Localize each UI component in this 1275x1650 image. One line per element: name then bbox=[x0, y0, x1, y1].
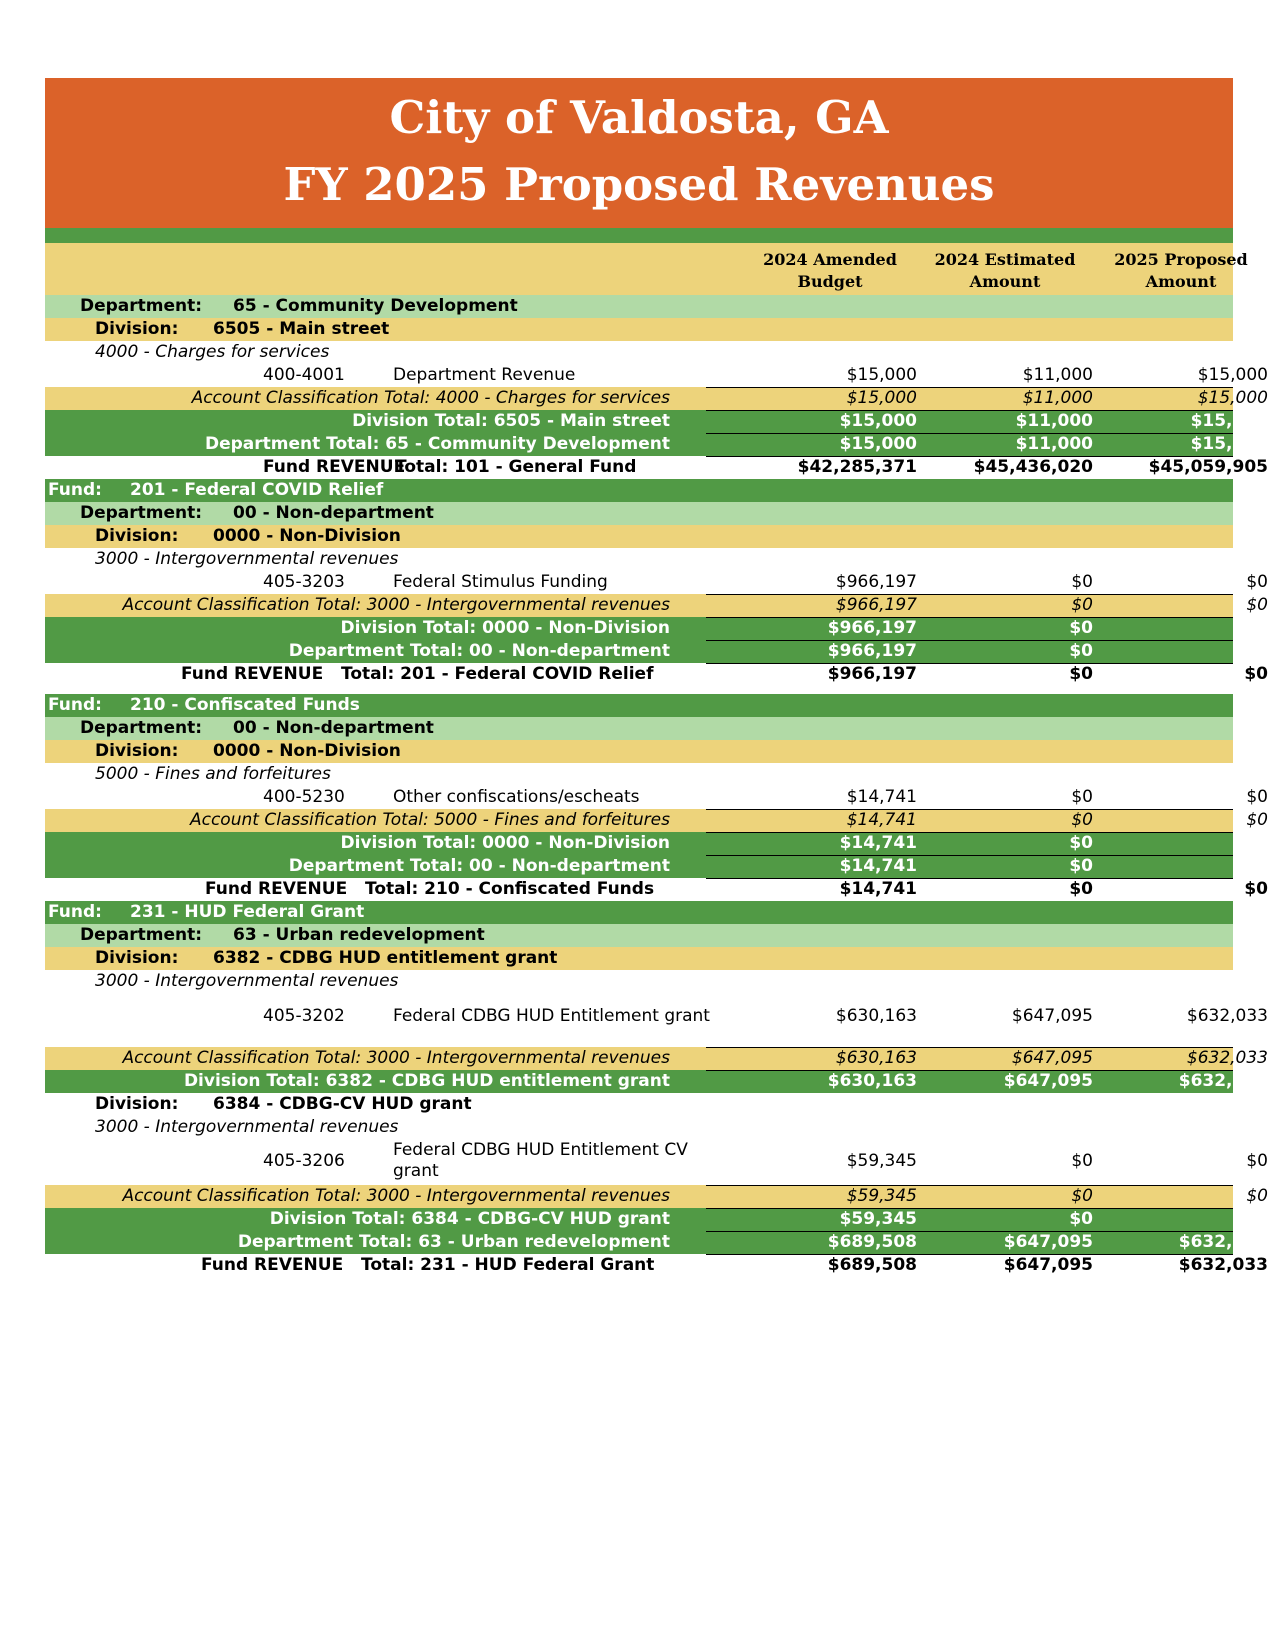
total-label: Department Total: 00 - Non-department bbox=[288, 856, 670, 876]
fund-total-row bbox=[45, 663, 1268, 686]
field-label: Division: bbox=[95, 526, 179, 546]
column-header-2025-proposed bbox=[1096, 249, 1266, 293]
amount-cell: $0 bbox=[1069, 641, 1093, 661]
field-label: Fund REVENUE bbox=[205, 879, 348, 899]
field-label: Division: bbox=[95, 741, 179, 761]
cell-text: Amount bbox=[1145, 272, 1217, 291]
amount-cell: $632,033 bbox=[1178, 1071, 1268, 1091]
amount-cell: $15,000 bbox=[846, 365, 917, 385]
amount-cell: $966,197 bbox=[835, 595, 917, 615]
field-label: Fund: bbox=[48, 902, 102, 922]
amount-cell: $14,741 bbox=[839, 879, 917, 899]
total-label: Account Classification Total: 3000 - Intergovernmental revenues bbox=[122, 1186, 670, 1206]
classification-row bbox=[45, 970, 1233, 993]
classification-row bbox=[45, 548, 1233, 571]
amount-cell: $15,000 bbox=[839, 411, 917, 431]
amount-cell: $0 bbox=[1244, 833, 1268, 853]
amount-cell: $15,000 bbox=[839, 434, 917, 454]
fund-row bbox=[45, 694, 1233, 717]
title-banner bbox=[45, 78, 1233, 228]
amount-cell: $59,345 bbox=[846, 1186, 917, 1206]
amount-cell: $14,741 bbox=[839, 833, 917, 853]
division-row bbox=[45, 318, 1233, 341]
department-total-row bbox=[45, 1231, 1268, 1254]
fund-name: 231 - HUD Federal Grant bbox=[130, 902, 365, 922]
department-total-row bbox=[45, 640, 1268, 663]
division-total-row bbox=[45, 1070, 1268, 1093]
amount-cell: $11,000 bbox=[1022, 365, 1093, 385]
total-label: Account Classification Total: 3000 - Intergovernmental revenues bbox=[122, 595, 670, 615]
total-label: Department Total: 65 - Community Development bbox=[204, 434, 670, 454]
total-label: Division Total: 6384 - CDBG-CV HUD grant bbox=[269, 1209, 670, 1229]
account-text: Federal CDBG HUD Entitlement grant bbox=[393, 1006, 710, 1026]
division-row bbox=[45, 740, 1233, 763]
revenue-document bbox=[45, 78, 1268, 1277]
field-label: Division: bbox=[95, 1094, 179, 1114]
spacer bbox=[45, 1039, 1233, 1047]
amount-cell: $11,000 bbox=[1022, 388, 1093, 408]
amount-cell: $0 bbox=[1246, 810, 1268, 830]
classification-row bbox=[45, 763, 1233, 786]
cell-text: 2024 Estimated bbox=[934, 250, 1076, 269]
department-row bbox=[45, 502, 1233, 525]
amount-cell: $14,741 bbox=[839, 856, 917, 876]
amount-cell: $0 bbox=[1069, 618, 1093, 638]
amount-cell: $966,197 bbox=[827, 664, 917, 684]
amount-cell: $0 bbox=[1069, 833, 1093, 853]
amount-cell: $630,163 bbox=[835, 1006, 917, 1026]
amount-cell: $59,345 bbox=[839, 1209, 917, 1229]
classification-total-row bbox=[45, 809, 1268, 832]
amount-cell: $45,436,020 bbox=[973, 457, 1093, 477]
amount-cell: $15,000 bbox=[1190, 434, 1268, 454]
total-label: Total: 101 - General Fund bbox=[395, 457, 637, 477]
total-label: Account Classification Total: 3000 - Intergovernmental revenues bbox=[122, 1048, 670, 1068]
field-label: Department: bbox=[80, 925, 203, 945]
classification-label: 4000 - Charges for services bbox=[95, 342, 330, 362]
account-text: 405-3202 bbox=[263, 1006, 345, 1026]
account-text: grant bbox=[393, 1161, 439, 1181]
field-label: Fund: bbox=[48, 480, 102, 500]
field-label: Department: bbox=[80, 503, 203, 523]
department-total-row bbox=[45, 433, 1268, 456]
amount-cell: $59,345 bbox=[846, 1151, 917, 1171]
spacer bbox=[45, 686, 1233, 694]
classification-label: 3000 - Intergovernmental revenues bbox=[95, 971, 399, 991]
total-label: Account Classification Total: 4000 - Charges for services bbox=[191, 388, 670, 408]
amount-cell: $689,508 bbox=[827, 1255, 917, 1275]
column-header-2024-amended bbox=[745, 249, 915, 293]
classification-row bbox=[45, 341, 1233, 364]
amount-cell: $966,197 bbox=[835, 572, 917, 592]
amount-cell: $0 bbox=[1246, 1186, 1268, 1206]
division-total-row bbox=[45, 832, 1268, 855]
division-name: 6382 - CDBG HUD entitlement grant bbox=[213, 948, 558, 968]
division-row bbox=[45, 1093, 1233, 1116]
department-row bbox=[45, 717, 1233, 740]
amount-cell: $0 bbox=[1246, 787, 1268, 807]
department-total-row bbox=[45, 855, 1268, 878]
classification-label: 5000 - Fines and forfeitures bbox=[95, 764, 331, 784]
amount-cell: $0 bbox=[1244, 856, 1268, 876]
department-name: 65 - Community Development bbox=[233, 296, 518, 316]
fund-total-row bbox=[45, 456, 1268, 479]
fund-row bbox=[45, 479, 1233, 502]
amount-cell: $689,508 bbox=[827, 1232, 917, 1252]
amount-cell: $632,033 bbox=[1178, 1255, 1268, 1275]
total-label: Division Total: 0000 - Non-Division bbox=[340, 618, 670, 638]
amount-cell: $11,000 bbox=[1015, 411, 1093, 431]
field-label: Fund REVENUE bbox=[263, 457, 406, 477]
account-text: 405-3203 bbox=[263, 572, 345, 592]
total-label: Total: 231 - HUD Federal Grant bbox=[361, 1255, 655, 1275]
amount-cell: $0 bbox=[1071, 1151, 1093, 1171]
title-city: City of Valdosta, GA bbox=[389, 91, 889, 144]
field-label: Department: bbox=[80, 296, 203, 316]
cell-text: 2025 Proposed bbox=[1114, 250, 1248, 269]
account-row bbox=[45, 993, 1268, 1039]
total-label: Total: 210 - Confiscated Funds bbox=[365, 879, 655, 899]
amount-cell: $15,000 bbox=[1197, 365, 1268, 385]
account-text: Other confiscations/escheats bbox=[393, 787, 640, 807]
amount-cell: $45,059,905 bbox=[1148, 457, 1268, 477]
total-label: Account Classification Total: 5000 - Fines and forfeitures bbox=[189, 810, 670, 830]
amount-cell: $0 bbox=[1246, 572, 1268, 592]
classification-total-row bbox=[45, 387, 1268, 410]
total-label: Division Total: 6382 - CDBG HUD entitlement grant bbox=[183, 1071, 670, 1091]
classification-row bbox=[45, 1116, 1233, 1139]
amount-cell: $0 bbox=[1071, 787, 1093, 807]
amount-cell: $15,000 bbox=[1190, 411, 1268, 431]
total-label: Division Total: 0000 - Non-Division bbox=[340, 833, 670, 853]
amount-cell: $0 bbox=[1244, 618, 1268, 638]
amount-cell: $632,033 bbox=[1186, 1006, 1268, 1026]
account-text: Federal CDBG HUD Entitlement CV bbox=[393, 1140, 688, 1160]
field-label: Division: bbox=[95, 319, 179, 339]
amount-cell: $0 bbox=[1071, 595, 1093, 615]
division-row bbox=[45, 947, 1233, 970]
account-row bbox=[45, 571, 1268, 594]
amount-cell: $0 bbox=[1071, 810, 1093, 830]
account-text: 400-4001 bbox=[263, 365, 345, 385]
amount-cell: $0 bbox=[1246, 595, 1268, 615]
amount-cell: $647,095 bbox=[1011, 1048, 1093, 1068]
amount-cell: $647,095 bbox=[1003, 1232, 1093, 1252]
amount-cell: $0 bbox=[1069, 664, 1093, 684]
amount-cell: $632,033 bbox=[1178, 1232, 1268, 1252]
account-text: Department Revenue bbox=[393, 365, 576, 385]
column-header-row bbox=[45, 243, 1248, 295]
classification-total-row bbox=[45, 1185, 1268, 1208]
classification-total-row bbox=[45, 594, 1268, 617]
account-row bbox=[45, 1139, 1268, 1185]
amount-cell: $15,000 bbox=[846, 388, 917, 408]
amount-cell: $0 bbox=[1069, 879, 1093, 899]
fund-total-row bbox=[45, 878, 1268, 901]
title-report: FY 2025 Proposed Revenues bbox=[283, 158, 995, 211]
amount-cell: $0 bbox=[1244, 1209, 1268, 1229]
amount-cell: $15,000 bbox=[1197, 388, 1268, 408]
amount-cell: $966,197 bbox=[827, 641, 917, 661]
account-row bbox=[45, 364, 1268, 387]
amount-cell: $647,095 bbox=[1003, 1071, 1093, 1091]
amount-cell: $0 bbox=[1071, 572, 1093, 592]
division-name: 0000 - Non-Division bbox=[213, 526, 401, 546]
field-label: Fund: bbox=[48, 695, 102, 715]
amount-cell: $0 bbox=[1071, 1186, 1093, 1206]
banner-divider bbox=[45, 228, 1233, 243]
amount-cell: $630,163 bbox=[835, 1048, 917, 1068]
department-row bbox=[45, 924, 1233, 947]
amount-cell: $966,197 bbox=[827, 618, 917, 638]
fund-name: 210 - Confiscated Funds bbox=[130, 695, 360, 715]
division-total-row bbox=[45, 410, 1268, 433]
field-label: Division: bbox=[95, 948, 179, 968]
fund-row bbox=[45, 901, 1233, 924]
amount-cell: $647,095 bbox=[1011, 1006, 1093, 1026]
amount-cell: $0 bbox=[1244, 641, 1268, 661]
amount-cell: $0 bbox=[1246, 1151, 1268, 1171]
division-row bbox=[45, 525, 1233, 548]
amount-cell: $14,741 bbox=[846, 810, 917, 830]
fund-total-row bbox=[45, 1254, 1268, 1277]
amount-cell: $0 bbox=[1244, 879, 1268, 899]
cell-text: Budget bbox=[797, 272, 863, 291]
amount-cell: $11,000 bbox=[1015, 434, 1093, 454]
classification-total-row bbox=[45, 1047, 1268, 1070]
division-name: 6384 - CDBG-CV HUD grant bbox=[213, 1094, 472, 1114]
amount-cell: $632,033 bbox=[1186, 1048, 1268, 1068]
cell-text: Amount bbox=[969, 272, 1041, 291]
department-row bbox=[45, 295, 1233, 318]
department-name: 00 - Non-department bbox=[233, 718, 434, 738]
amount-cell: $630,163 bbox=[827, 1071, 917, 1091]
classification-label: 3000 - Intergovernmental revenues bbox=[95, 1117, 399, 1137]
total-label: Division Total: 6505 - Main street bbox=[352, 411, 670, 431]
account-row bbox=[45, 786, 1268, 809]
fund-name: 201 - Federal COVID Relief bbox=[130, 480, 384, 500]
division-total-row bbox=[45, 617, 1268, 640]
amount-cell: $42,285,371 bbox=[797, 457, 917, 477]
cell-text: 2024 Amended bbox=[763, 250, 897, 269]
field-label: Fund REVENUE bbox=[181, 664, 324, 684]
column-header-2024-estimated bbox=[920, 249, 1090, 293]
amount-cell: $0 bbox=[1069, 1209, 1093, 1229]
account-text: 400-5230 bbox=[263, 787, 345, 807]
amount-cell: $647,095 bbox=[1003, 1255, 1093, 1275]
division-total-row bbox=[45, 1208, 1268, 1231]
account-text: Federal Stimulus Funding bbox=[393, 572, 608, 592]
field-label: Department: bbox=[80, 718, 203, 738]
division-name: 6505 - Main street bbox=[213, 319, 390, 339]
division-name: 0000 - Non-Division bbox=[213, 741, 401, 761]
amount-cell: $0 bbox=[1244, 664, 1268, 684]
account-text: 405-3206 bbox=[263, 1151, 345, 1171]
total-label: Department Total: 00 - Non-department bbox=[288, 641, 670, 661]
total-label: Department Total: 63 - Urban redevelopment bbox=[237, 1232, 670, 1252]
classification-label: 3000 - Intergovernmental revenues bbox=[95, 549, 399, 569]
department-name: 00 - Non-department bbox=[233, 503, 434, 523]
total-label: Total: 201 - Federal COVID Relief bbox=[341, 664, 654, 684]
field-label: Fund REVENUE bbox=[201, 1255, 344, 1275]
amount-cell: $0 bbox=[1069, 856, 1093, 876]
amount-cell: $14,741 bbox=[846, 787, 917, 807]
department-name: 63 - Urban redevelopment bbox=[233, 925, 485, 945]
